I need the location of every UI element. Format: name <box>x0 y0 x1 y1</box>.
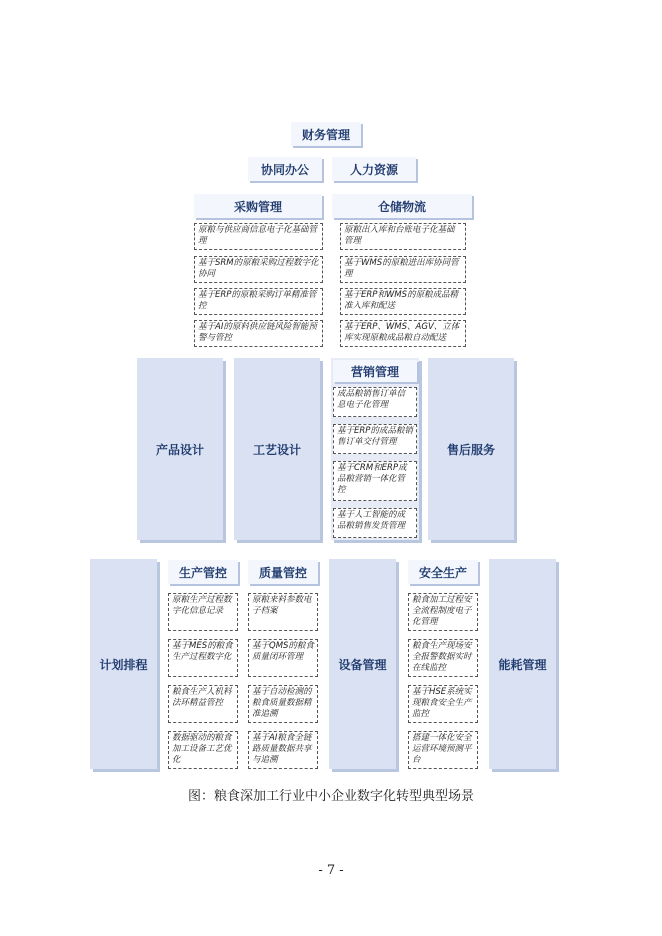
production-header: 生产管控 <box>168 560 238 584</box>
safety-item: 基于HSE系统实现粮食安全生产监控 <box>408 685 478 723</box>
safety-header: 安全生产 <box>408 560 478 584</box>
procurement-item: 基于SRM的原粮采购过程数字化协同 <box>194 256 323 283</box>
quality-item: 基于自动检测的粮食质量数据精准追溯 <box>248 685 318 723</box>
warehouse-item: 基于WMS的原粮进出库协同管理 <box>340 256 466 283</box>
product-design-column: 产品设计 <box>137 358 223 540</box>
warehouse-header: 仓储物流 <box>332 194 472 218</box>
hr-header: 人力资源 <box>332 157 416 181</box>
quality-item: 原粮来料参数电子档案 <box>248 593 318 631</box>
warehouse-item: 基于ERP、WMS、AGV、立体库实现原粮成品粮自动配送 <box>340 320 466 347</box>
quality-header: 质量管控 <box>248 560 318 584</box>
marketing-item: 基于CRM和ERP成品粮营销一体化管控 <box>333 461 417 501</box>
energy-column: 能耗管理 <box>489 559 556 769</box>
safety-item: 粮食加工过程安全流程制度电子化管理 <box>408 593 478 631</box>
marketing-header: 营销管理 <box>333 360 417 382</box>
page-number: - 7 - <box>318 863 344 878</box>
production-item: 粮食生产人机料法环精益管控 <box>168 685 238 723</box>
quality-item: 基于AI粮食全链路质量数据共享与追溯 <box>248 731 318 769</box>
warehouse-item: 原粮出入库和台账电子化基础管理 <box>340 223 466 250</box>
after-sales-column: 售后服务 <box>428 358 514 540</box>
planning-column: 计划排程 <box>90 559 157 769</box>
marketing-item: 成品粮销售订单信息电子化管理 <box>333 387 417 417</box>
production-item: 原粮生产过程数字化信息记录 <box>168 593 238 631</box>
safety-item: 搭建一体化安全运营环境预测平台 <box>408 731 478 769</box>
equipment-column: 设备管理 <box>329 559 396 769</box>
process-design-column: 工艺设计 <box>234 358 320 540</box>
production-item: 数据驱动的粮食加工设备工艺优化 <box>168 731 238 769</box>
figure-caption: 图：粮食深加工行业中小企业数字化转型典型场景 <box>187 789 474 804</box>
marketing-item: 基于ERP的成品粮销售订单交付管理 <box>333 424 417 454</box>
safety-item: 粮食生产现场安全报警数据实时在线监控 <box>408 639 478 677</box>
procurement-item: 基于ERP的原粮采购订单精准管控 <box>194 288 323 315</box>
finance-header: 财务管理 <box>291 122 361 146</box>
procurement-item: 原粮与供应商信息电子化基础管理 <box>194 223 323 250</box>
production-item: 基于MES的粮食生产过程数字化 <box>168 639 238 677</box>
procurement-header: 采购管理 <box>194 194 322 218</box>
marketing-item: 基于人工智能的成品粮销售发货管理 <box>333 508 417 538</box>
warehouse-item: 基于ERP和WMS的原粮成品精准入库和配送 <box>340 288 466 315</box>
quality-item: 基于QMS的粮食质量闭环管理 <box>248 639 318 677</box>
procurement-item: 基于AI的原料供应链风险智能预警与管控 <box>194 320 323 347</box>
office-header: 协同办公 <box>248 157 322 181</box>
